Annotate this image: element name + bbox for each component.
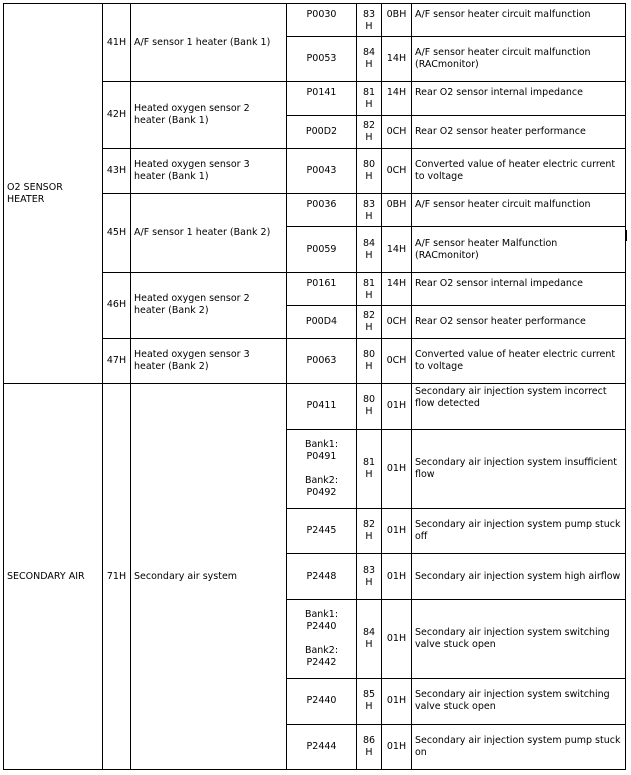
table-row [4, 4, 626, 37]
component-id-code-cell [382, 509, 412, 554]
component-id-code-cell [382, 115, 412, 148]
test-id: 83H [362, 199, 376, 223]
description: A/F sensor heater circuit malfunction (RACmonitor) [415, 47, 591, 71]
description-cell [412, 272, 626, 305]
test-id: 82H [362, 519, 376, 543]
component-id: 46H [106, 299, 127, 311]
dtc-cell [287, 305, 357, 338]
test-id-cell [357, 679, 382, 724]
bank2-dtc: P0492 [306, 486, 337, 498]
dtc-code: P0030 [306, 9, 337, 20]
category-label: O2 SENSOR HEATER [7, 181, 63, 205]
text-cursor [625, 230, 627, 241]
dtc-cell [287, 339, 357, 384]
dtc-code: P0161 [306, 277, 337, 289]
component-id-code-cell [382, 37, 412, 82]
description: Secondary air injection system insufficient flow [415, 456, 617, 480]
description: Converted value of heater electric current to voltage [415, 349, 616, 373]
description-cell [412, 509, 626, 554]
component-desc-cell [131, 339, 287, 384]
description-cell [412, 194, 626, 227]
description-cell [412, 227, 626, 272]
bank2-label: Bank2: [304, 644, 339, 656]
description: Secondary air injection system pump stuck on [415, 734, 621, 758]
description: A/F sensor heater circuit malfunction [415, 9, 591, 20]
dtc-code: P0053 [306, 53, 337, 65]
component-id-code-cell [382, 305, 412, 338]
dtc-cell [287, 724, 357, 770]
component-desc: Secondary air system [134, 570, 238, 582]
description-cell [412, 679, 626, 724]
component-id-cell [103, 272, 131, 338]
component-desc: Heated oxygen sensor 2 heater (Bank 1) [134, 103, 250, 127]
component-id-code-cell [382, 599, 412, 679]
test-id-cell [357, 599, 382, 679]
description: Rear O2 sensor internal impedance [415, 87, 583, 99]
description-cell [412, 148, 626, 193]
description: A/F sensor heater circuit malfunction [415, 199, 591, 211]
test-id: 82H [362, 309, 376, 333]
component-desc-cell [131, 194, 287, 272]
dtc-code: P0063 [306, 355, 337, 367]
description-cell [412, 305, 626, 338]
comp-code: 01H [386, 695, 407, 707]
component-id-code-cell [382, 339, 412, 384]
test-id-cell [357, 429, 382, 509]
component-id-cell [103, 82, 131, 148]
description-cell [412, 37, 626, 82]
component-id-code-cell [382, 4, 412, 37]
comp-code: 01H [386, 400, 407, 412]
test-id-cell [357, 272, 382, 305]
component-id-code-cell [382, 554, 412, 599]
dtc-code: P2440 [306, 695, 337, 707]
monitor-results-table [3, 3, 626, 770]
component-id-code-cell [382, 679, 412, 724]
description-cell [412, 429, 626, 509]
component-id-cell [103, 384, 131, 770]
dtc-cell [287, 429, 357, 509]
component-desc-cell [131, 384, 287, 770]
bank1-dtc: P2440 [306, 620, 337, 632]
comp-code: 14H [386, 277, 407, 289]
component-desc: Heated oxygen sensor 3 heater (Bank 1) [134, 159, 250, 183]
bank1-label: Bank1: [304, 608, 339, 620]
component-id-code-cell [382, 384, 412, 429]
test-id-cell [357, 148, 382, 193]
comp-code: 0CH [386, 125, 407, 137]
description-cell [412, 115, 626, 148]
description: Rear O2 sensor internal impedance [415, 277, 583, 289]
dtc-cell [287, 37, 357, 82]
comp-code: 14H [386, 53, 407, 65]
test-id-cell [357, 724, 382, 770]
test-id-cell [357, 554, 382, 599]
description: Rear O2 sensor heater performance [415, 125, 586, 137]
component-id-code-cell [382, 227, 412, 272]
dtc-cell [287, 194, 357, 227]
component-desc: Heated oxygen sensor 3 heater (Bank 2) [134, 349, 250, 373]
description: Rear O2 sensor heater performance [415, 315, 586, 327]
description-cell [412, 599, 626, 679]
dtc-cell [287, 148, 357, 193]
component-desc: A/F sensor 1 heater (Bank 2) [134, 226, 271, 238]
description-cell [412, 724, 626, 770]
bank1-label: Bank1: [304, 438, 339, 450]
description: Secondary air injection system high airflow [415, 570, 621, 582]
bank2-dtc: P2442 [306, 656, 337, 668]
test-id-cell [357, 384, 382, 429]
component-desc: Heated oxygen sensor 2 heater (Bank 2) [134, 293, 250, 317]
component-id-code-cell [382, 429, 412, 509]
category-cell [4, 384, 103, 770]
dtc-code: P00D4 [305, 315, 338, 327]
comp-code: 14H [386, 243, 407, 255]
component-id-cell [103, 339, 131, 384]
dtc-cell [287, 679, 357, 724]
component-id-code-cell [382, 82, 412, 115]
comp-code: 0CH [386, 315, 407, 327]
component-id-code-cell [382, 194, 412, 227]
test-id: 80H [362, 159, 376, 183]
component-id: 47H [106, 355, 127, 367]
dtc-code: P0141 [306, 87, 337, 99]
comp-code: 0CH [386, 355, 407, 367]
dtc-code: P0059 [306, 243, 337, 255]
dtc-cell [287, 272, 357, 305]
dtc-code: P00D2 [305, 125, 338, 137]
table-row [4, 384, 626, 429]
dtc-code: P0411 [306, 400, 337, 412]
component-desc-cell [131, 82, 287, 148]
test-id: 86H [362, 734, 376, 758]
description-cell [412, 554, 626, 599]
comp-code: 0CH [386, 165, 407, 177]
component-id: 45H [106, 226, 127, 238]
test-id: 81H [362, 277, 376, 301]
test-id-cell [357, 37, 382, 82]
comp-code: 01H [386, 570, 407, 582]
test-id-cell [357, 82, 382, 115]
component-desc-cell [131, 272, 287, 338]
dtc-code: P2444 [306, 740, 337, 752]
comp-code: 01H [386, 462, 407, 474]
component-id-cell [103, 4, 131, 82]
component-id: 41H [106, 36, 127, 48]
description: Secondary air injection system switching valve stuck open [415, 626, 610, 650]
description: Secondary air injection system incorrect flow detected [415, 386, 607, 410]
test-id: 81H [362, 456, 376, 480]
test-id: 80H [362, 349, 376, 373]
test-id-cell [357, 305, 382, 338]
category-cell [4, 4, 103, 384]
test-id-cell [357, 4, 382, 37]
description-cell [412, 384, 626, 429]
component-id: 43H [106, 165, 127, 177]
component-desc: A/F sensor 1 heater (Bank 1) [134, 36, 271, 48]
test-id-cell [357, 509, 382, 554]
comp-code: 0BH [386, 9, 407, 20]
component-id-code-cell [382, 148, 412, 193]
dtc-cell [287, 554, 357, 599]
component-id-code-cell [382, 272, 412, 305]
comp-code: 01H [386, 632, 407, 644]
bank2-label: Bank2: [304, 474, 339, 486]
dtc-cell [287, 384, 357, 429]
test-id: 82H [362, 119, 376, 143]
dtc-cell [287, 4, 357, 37]
component-id: 42H [106, 109, 127, 121]
test-id-cell [357, 339, 382, 384]
test-id-cell [357, 194, 382, 227]
comp-code: 01H [386, 740, 407, 752]
comp-code: 0BH [386, 199, 407, 211]
test-id: 84H [362, 626, 376, 650]
comp-code: 14H [386, 87, 407, 99]
component-id-code-cell [382, 724, 412, 770]
dtc-cell [287, 115, 357, 148]
description: Secondary air injection system pump stuck off [415, 519, 621, 543]
dtc-code: P2448 [306, 570, 337, 582]
dtc-cell [287, 227, 357, 272]
category-label: SECONDARY AIR [7, 570, 85, 582]
comp-code: 01H [386, 525, 407, 537]
description: A/F sensor heater Malfunction (RACmonitor) [415, 237, 558, 261]
component-id-cell [103, 148, 131, 193]
component-desc-cell [131, 4, 287, 82]
description: Converted value of heater electric current to voltage [415, 159, 616, 183]
test-id: 80H [362, 394, 376, 418]
test-id: 84H [362, 47, 376, 71]
test-id: 83H [362, 9, 376, 32]
test-id-cell [357, 115, 382, 148]
dtc-code: P0036 [306, 199, 337, 211]
dtc-cell [287, 599, 357, 679]
bank1-dtc: P0491 [306, 450, 337, 462]
dtc-code: P2445 [306, 525, 337, 537]
component-id-cell [103, 194, 131, 272]
dtc-code: P0043 [306, 165, 337, 177]
component-desc-cell [131, 148, 287, 193]
test-id: 85H [362, 689, 376, 713]
description: Secondary air injection system switching valve stuck open [415, 689, 610, 713]
component-id: 71H [106, 570, 127, 582]
test-id-cell [357, 227, 382, 272]
test-id: 83H [362, 564, 376, 588]
description-cell [412, 82, 626, 115]
dtc-cell [287, 509, 357, 554]
dtc-cell [287, 82, 357, 115]
description-cell [412, 4, 626, 37]
description-cell [412, 339, 626, 384]
test-id: 81H [362, 87, 376, 111]
test-id: 84H [362, 237, 376, 261]
